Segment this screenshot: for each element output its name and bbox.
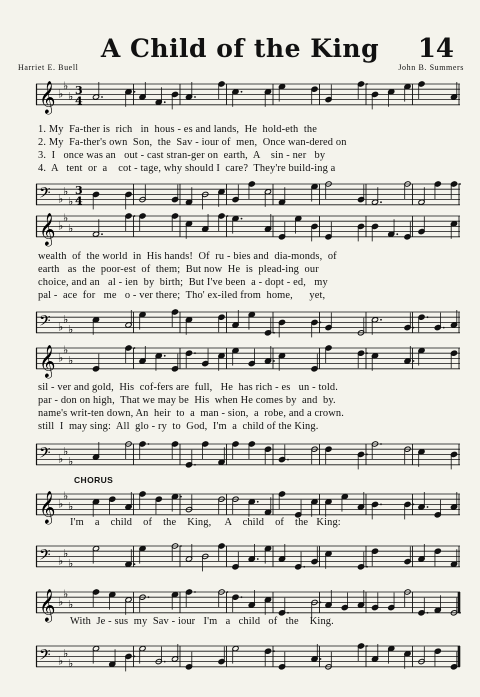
dot-mark: [320, 602, 322, 604]
dot-mark: [180, 545, 182, 547]
flat-sign-icon: ♭: [63, 184, 69, 198]
dot-mark: [194, 591, 196, 593]
dot-mark: [396, 233, 398, 235]
dot-mark: [413, 504, 415, 506]
music-system-3: [36, 342, 460, 472]
lyric-line: 4. A tent or a cot - tage, why should I care? They're build-ing a: [38, 163, 336, 174]
flat-sign-icon: ♭: [68, 323, 74, 337]
dot-mark: [194, 352, 196, 354]
treble-clef-icon: 𝄞: [39, 212, 56, 246]
flat-sign-icon: ♭: [58, 320, 64, 334]
dot-mark: [148, 596, 150, 598]
dot-mark: [134, 347, 136, 349]
composer-credit: John B. Summers: [398, 63, 464, 72]
music-system-4: [36, 488, 460, 588]
dot-mark: [320, 658, 322, 660]
dot-mark: [180, 496, 182, 498]
flat-sign-icon: ♭: [58, 452, 64, 466]
dot-mark: [287, 612, 289, 614]
dot-mark: [366, 566, 368, 568]
time-signature-bottom: 4: [75, 94, 83, 108]
flat-sign-icon: ♭: [58, 554, 64, 568]
flat-sign-icon: ♭: [68, 500, 74, 513]
dot-mark: [380, 201, 382, 203]
flat-sign-icon: ♭: [68, 222, 74, 235]
lyric-line: 3. I once was an out - cast stran-ger on earth, A sin - ner by: [38, 150, 326, 161]
dot-mark: [366, 454, 368, 456]
treble-staff-3: [36, 342, 460, 386]
flat-sign-icon: ♭: [63, 489, 69, 503]
dot-mark: [459, 612, 461, 614]
dot-mark: [413, 327, 415, 329]
lyric-line: earth as the poor-est of them; But now He is plead-ing our: [38, 264, 319, 275]
dot-mark: [227, 215, 229, 217]
dot-mark: [134, 215, 136, 217]
dot-mark: [427, 316, 429, 318]
music-system-5: [36, 586, 460, 686]
dot-mark: [303, 566, 305, 568]
flat-sign-icon: ♭: [63, 587, 69, 601]
flat-sign-icon: ♭: [68, 455, 74, 469]
time-signature-top: 3: [75, 183, 83, 197]
dot-mark: [287, 459, 289, 461]
flat-sign-icon: ♭: [58, 595, 64, 609]
dot-mark: [380, 504, 382, 506]
lyric-line: pal - ace for me o - ver there; Tho' ex-iled from home, yet,: [38, 290, 326, 301]
flat-sign-icon: ♭: [63, 444, 69, 458]
lyric-line: I'm a child of the King, A child of the King:: [70, 517, 341, 528]
bass-clef-icon: 𝄢: [39, 312, 51, 334]
flat-sign-icon: ♭: [63, 646, 69, 660]
flat-sign-icon: ♭: [63, 312, 69, 326]
dot-mark: [134, 656, 136, 658]
flat-sign-icon: ♭: [58, 87, 64, 101]
bass-staff-5: [36, 640, 460, 684]
bass-staff-4: [36, 540, 460, 584]
lyric-line: 1. My Fa-ther is rich in hous - es and lands, He hold-eth the: [38, 124, 318, 135]
dot-mark: [227, 591, 229, 593]
flat-sign-icon: ♭: [68, 557, 74, 571]
flat-sign-icon: ♭: [68, 90, 74, 103]
flat-sign-icon: ♭: [68, 657, 74, 671]
lyricist-credit: Harriet E. Buell: [18, 63, 79, 72]
dot-mark: [273, 360, 275, 362]
dot-mark: [241, 91, 243, 93]
treble-clef-icon: 𝄞: [39, 80, 56, 114]
dot-mark: [413, 360, 415, 362]
bass-clef-icon: 𝄢: [39, 444, 51, 466]
dot-mark: [164, 355, 166, 357]
time-signature-top: 3: [75, 83, 83, 97]
dot-mark: [380, 443, 382, 445]
flat-sign-icon: ♭: [58, 497, 64, 511]
dot-mark: [134, 563, 136, 565]
bass-clef-icon: 𝄢: [39, 546, 51, 568]
dot-mark: [366, 645, 368, 647]
flat-sign-icon: ♭: [58, 351, 64, 365]
flat-sign-icon: ♭: [63, 211, 69, 225]
hymn-number: 14: [417, 34, 454, 64]
dot-mark: [101, 96, 103, 98]
treble-staff-1: [36, 78, 460, 122]
dot-mark: [443, 327, 445, 329]
dot-mark: [241, 596, 243, 598]
hymn-title: A Child of the King: [100, 34, 380, 63]
lyric-line: With Je - sus my Sav - iour I'm a child of the King.: [70, 616, 334, 627]
dot-mark: [134, 91, 136, 93]
dot-mark: [164, 661, 166, 663]
dot-mark: [148, 443, 150, 445]
dot-mark: [427, 612, 429, 614]
flat-sign-icon: ♭: [58, 219, 64, 233]
dot-mark: [257, 501, 259, 503]
dot-mark: [273, 650, 275, 652]
dot-mark: [241, 218, 243, 220]
treble-clef-icon: 𝄞: [39, 490, 56, 524]
lyric-line: name's writ-ten down, An heir to a man - sion, a robe, and a crown.: [38, 408, 344, 419]
flat-sign-icon: ♭: [68, 195, 74, 209]
dot-mark: [101, 233, 103, 235]
bass-clef-icon: 𝄢: [39, 646, 51, 668]
treble-clef-icon: 𝄞: [39, 588, 56, 622]
dot-mark: [366, 83, 368, 85]
dot-mark: [257, 558, 259, 560]
music-system-2: [36, 210, 460, 340]
flat-sign-icon: ♭: [58, 192, 64, 206]
flat-sign-icon: ♭: [63, 343, 69, 357]
lyric-line: wealth of the world in His hands! Of ru - bies and dia-monds, of: [38, 251, 337, 262]
time-signature-bottom: 4: [75, 194, 83, 208]
treble-clef-icon: 𝄞: [39, 344, 56, 378]
dot-mark: [194, 96, 196, 98]
flat-sign-icon: ♭: [63, 546, 69, 560]
flat-sign-icon: ♭: [63, 79, 69, 93]
lyric-line: choice, and an al - ien by birth; But I've been a - dopt - ed, my: [38, 277, 328, 288]
treble-staff-2: [36, 210, 460, 254]
flat-sign-icon: ♭: [68, 598, 74, 611]
lyric-line: par - don on high, That we may be His when He comes by and by.: [38, 395, 336, 406]
dot-mark: [366, 352, 368, 354]
dot-mark: [459, 183, 461, 185]
chorus-label: CHORUS: [74, 475, 114, 485]
dot-mark: [164, 101, 166, 103]
dot-mark: [320, 322, 322, 324]
dot-mark: [380, 319, 382, 321]
dot-mark: [194, 464, 196, 466]
bass-clef-icon: 𝄢: [39, 184, 51, 206]
dot-mark: [273, 332, 275, 334]
flat-sign-icon: ♭: [68, 354, 74, 367]
lyric-line: 2. My Fa-ther's own Son, the Sav - iour of men, Once wan-dered on: [38, 137, 347, 148]
dot-mark: [427, 506, 429, 508]
lyric-line: sil - ver and gold, His cof-fers are full, He has rich - es un - told.: [38, 382, 338, 393]
flat-sign-icon: ♭: [58, 654, 64, 668]
lyric-line: still I may sing: All glo - ry to God, I'm a child of the King.: [38, 421, 319, 432]
